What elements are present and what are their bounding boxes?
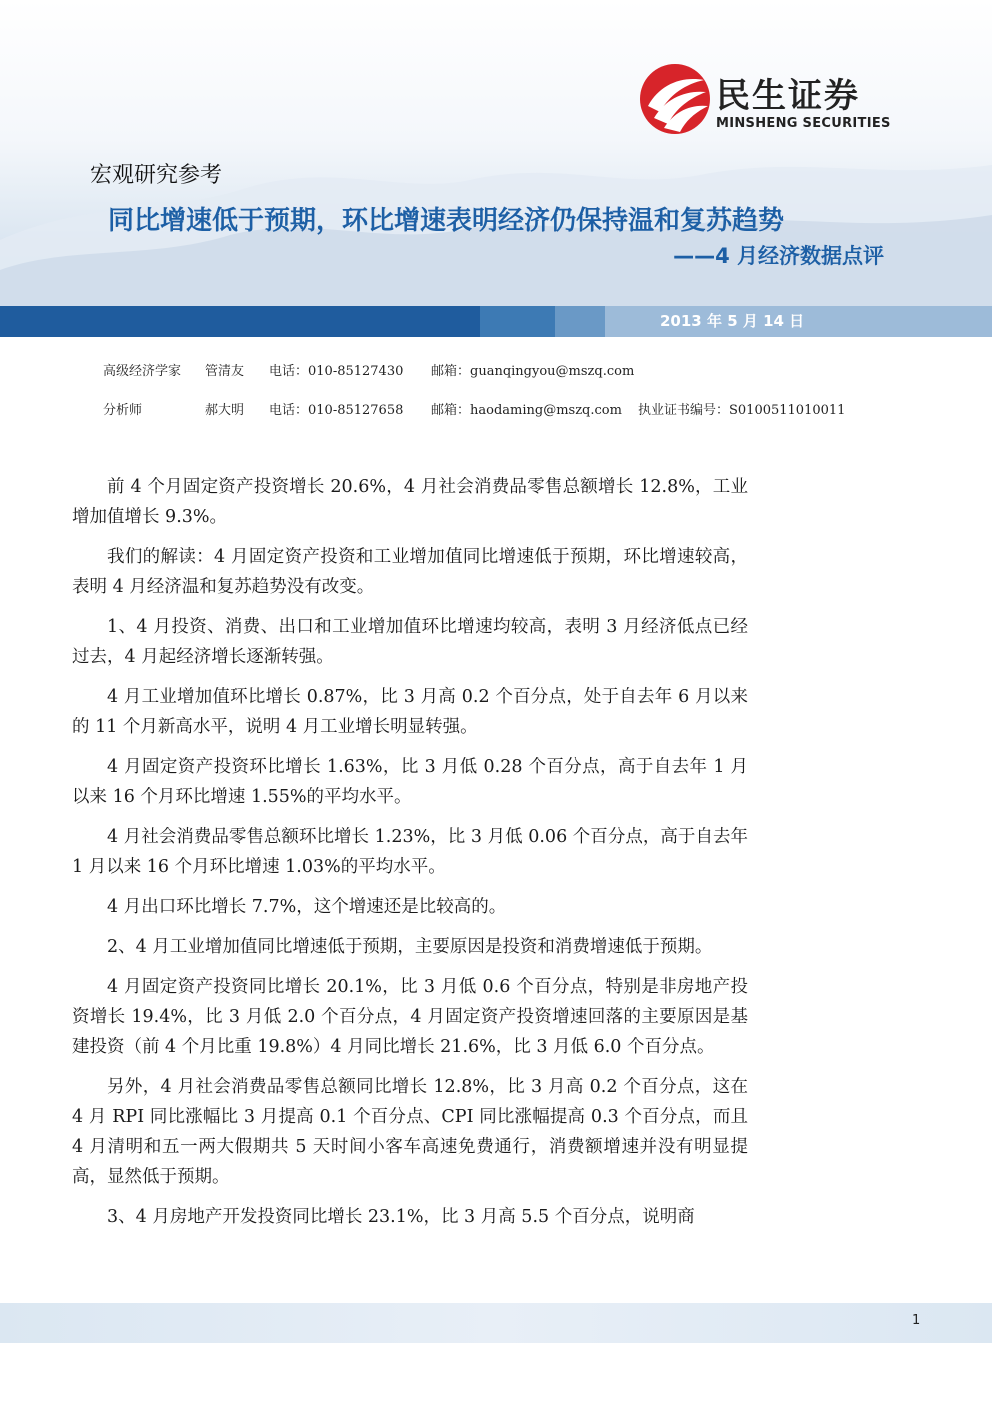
body-paragraph: 4 月社会消费品零售总额环比增长 1.23%，比 3 月低 0.06 个百分点，高于自去年 1 月以来 16 个月环比增速 1.03%的平均水平。 — [72, 827, 748, 877]
author-name: 郝大明 — [205, 403, 245, 418]
author-cert-number: 执业证书编号：S0100511010011 — [638, 403, 846, 418]
footer-band — [0, 1303, 992, 1343]
body-paragraph: 4 月固定资产投资同比增长 20.1%，比 3 月低 0.6 个百分点，特别是非房地产投资增长 19.4%，比 3 月低 2.0 个百分点，4 月固定资产投资增速回落的主要原因是基建投资（前 4 个月比重 19.8%）4 月同比增长 21.6%，比 3 月低 6.0 个百分点。 — [72, 977, 748, 1057]
body-paragraph: 另外，4 月社会消费品零售总额同比增长 12.8%，比 3 月高 0.2 个百分点，这在 4 月 RPI 同比涨幅比 3 月提高 0.1 个百分点、CPI 同比涨幅提高 0.3 个百分点，而且 4 月清明和五一两大假期共 5 天时间小客车高速免费通行，消费额增速并没有明显提高，显然低于预期。 — [72, 1077, 748, 1187]
brand-logo — [638, 62, 928, 142]
body-paragraph: 3、4 月房地产开发投资同比增长 23.1%，比 3 月高 5.5 个百分点，说明商 — [107, 1207, 695, 1227]
report-subtitle: ——4 月经济数据点评 — [673, 244, 884, 268]
body-paragraph: 4 月工业增加值环比增长 0.87%，比 3 月高 0.2 个百分点，处于自去年 6 月以来的 11 个月新高水平，说明 4 月工业增长明显转强。 — [72, 687, 748, 737]
body-paragraph: 前 4 个月固定资产投资增长 20.6%，4 月社会消费品零售总额增长 12.8%，工业增加值增长 9.3%。 — [72, 477, 748, 527]
body-paragraph: 1、4 月投资、消费、出口和工业增加值环比增速均较高，表明 3 月经济低点已经过去，4 月起经济增长逐渐转强。 — [72, 617, 748, 667]
author-role: 高级经济学家 — [103, 364, 182, 379]
brand-name-en: MINSHENG SECURITIES — [716, 116, 891, 131]
minsheng-logo-icon — [638, 62, 712, 136]
author-phone: 电话：010-85127658 — [269, 403, 404, 418]
report-title: 同比增速低于预期，环比增速表明经济仍保持温和复苏趋势 — [108, 206, 785, 236]
author-email[interactable]: 邮箱：guanqingyou@mszq.com — [431, 364, 635, 379]
report-series: 宏观研究参考 — [90, 163, 223, 188]
body-paragraph: 2、4 月工业增加值同比增速低于预期，主要原因是投资和消费增速低于预期。 — [107, 937, 713, 957]
author-role: 分析师 — [103, 403, 143, 418]
author-name: 管清友 — [205, 364, 245, 379]
body-paragraph: 4 月固定资产投资环比增长 1.63%，比 3 月低 0.28 个百分点，高于自去年 1 月以来 16 个月环比增速 1.55%的平均水平。 — [72, 757, 748, 807]
page-number: 1 — [912, 1313, 921, 1328]
body-paragraph: 4 月出口环比增长 7.7%，这个增速还是比较高的。 — [107, 897, 507, 917]
author-email[interactable]: 邮箱：haodaming@mszq.com — [431, 403, 622, 418]
body-paragraph: 我们的解读：4 月固定资产投资和工业增加值同比增速低于预期，环比增速较高，表明 4 月经济温和复苏趋势没有改变。 — [72, 547, 748, 597]
report-date: 2013 年 5 月 14 日 — [660, 312, 805, 330]
report-body — [72, 472, 748, 1242]
title-band — [0, 306, 992, 337]
author-phone: 电话：010-85127430 — [269, 364, 404, 379]
brand-name-cn: 民生证券 — [716, 76, 860, 116]
